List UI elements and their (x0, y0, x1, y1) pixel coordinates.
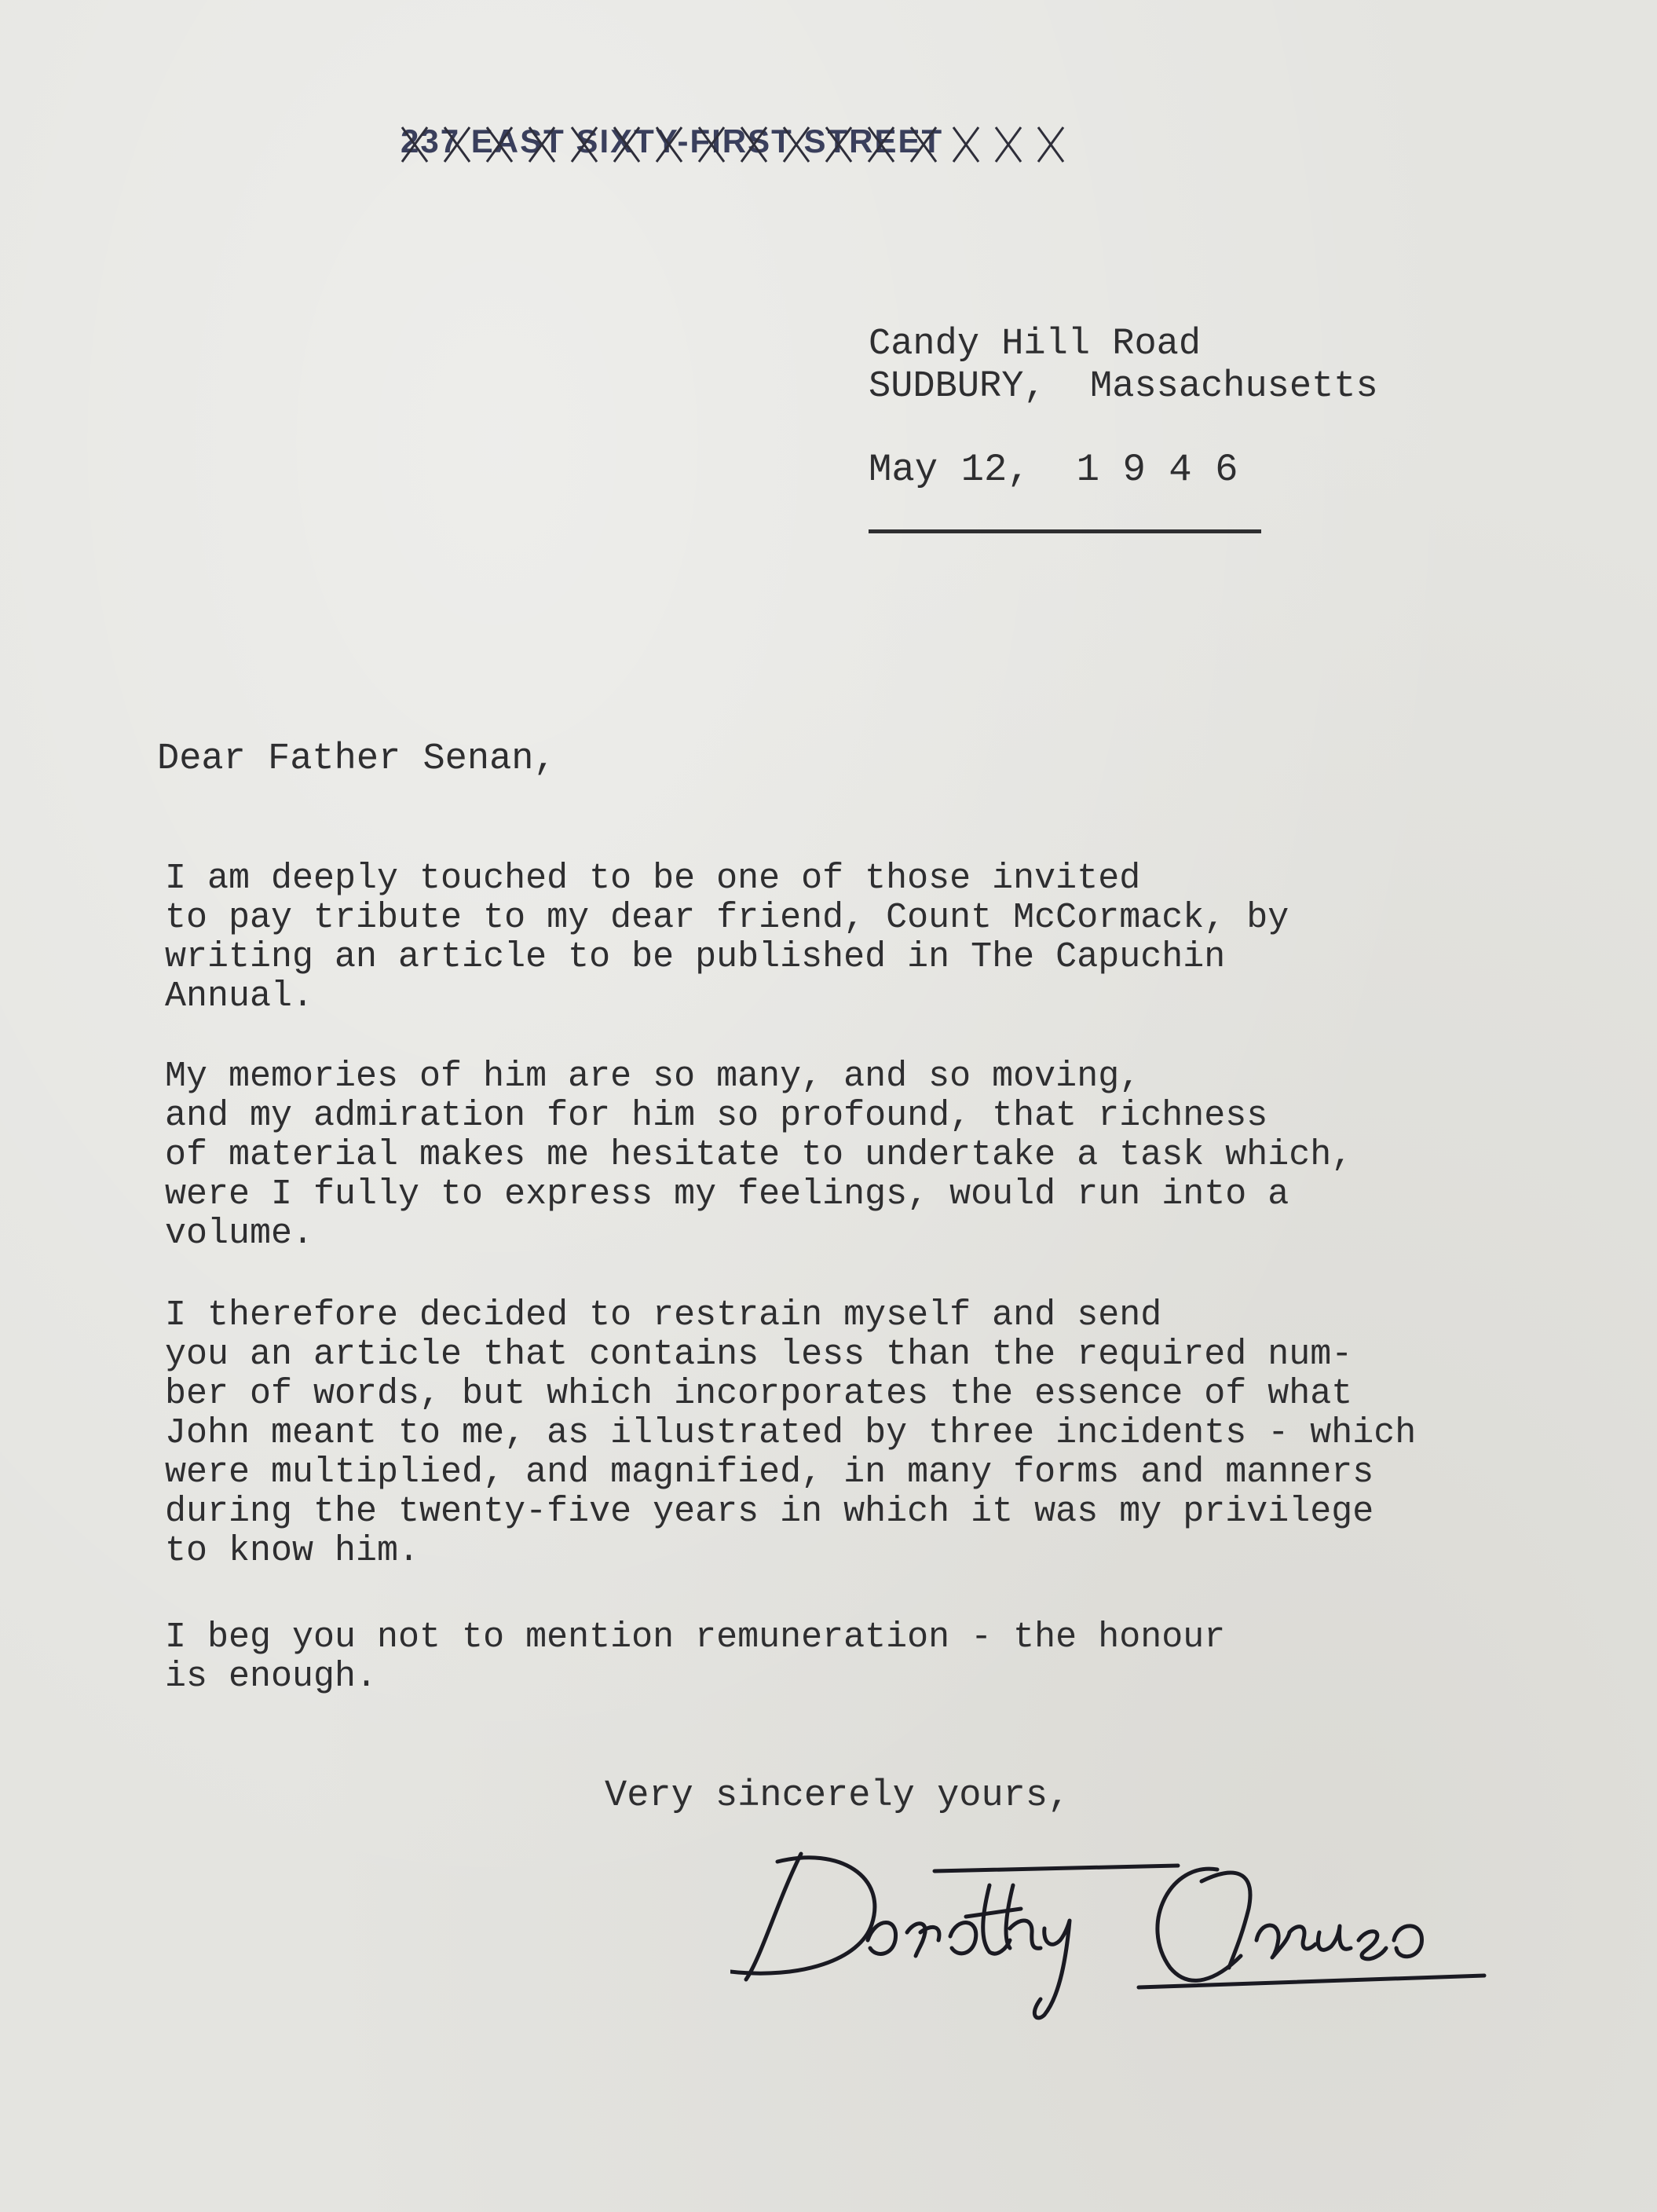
letterhead-address: 237 EAST SIXTY-FIRST STREET (401, 123, 944, 159)
body-paragraph: I beg you not to mention remuneration - the honour is enough. (165, 1617, 1226, 1697)
date-underline (869, 529, 1261, 533)
body-paragraph: I am deeply touched to be one of those invited to pay tribute to my dear friend, Count McCormack, by writing an article to be published in The Capuchin Annual. (165, 859, 1289, 1016)
letterhead (401, 116, 1092, 171)
body-paragraph: I therefore decided to restrain myself and send you an article that contains less than the required num- ber of words, but which incorporates the essence of what John meant to me, as illustrated by three incidents - which were multiplied, and magnified, in many forms and manners during the twenty-five years in which it was my privilege to know him. (165, 1295, 1417, 1571)
handwritten-signature (730, 1822, 1500, 2027)
complimentary-close: Very sincerely yours, (605, 1775, 1070, 1817)
letter-date: May 12, 1 9 4 6 (869, 448, 1238, 492)
sender-street: Candy Hill Road (869, 324, 1202, 365)
sender-address (869, 324, 1378, 408)
salutation: Dear Father Senan, (157, 738, 556, 780)
body-paragraph: My memories of him are so many, and so moving, and my admiration for him so profound, that richness of material makes me hesitate to undertake a task which, were I fully to express my feelings, would run into a volume. (165, 1057, 1353, 1254)
sender-city-state: SUDBURY, Massachusetts (869, 366, 1378, 408)
strikethrough-marks (397, 116, 1088, 171)
